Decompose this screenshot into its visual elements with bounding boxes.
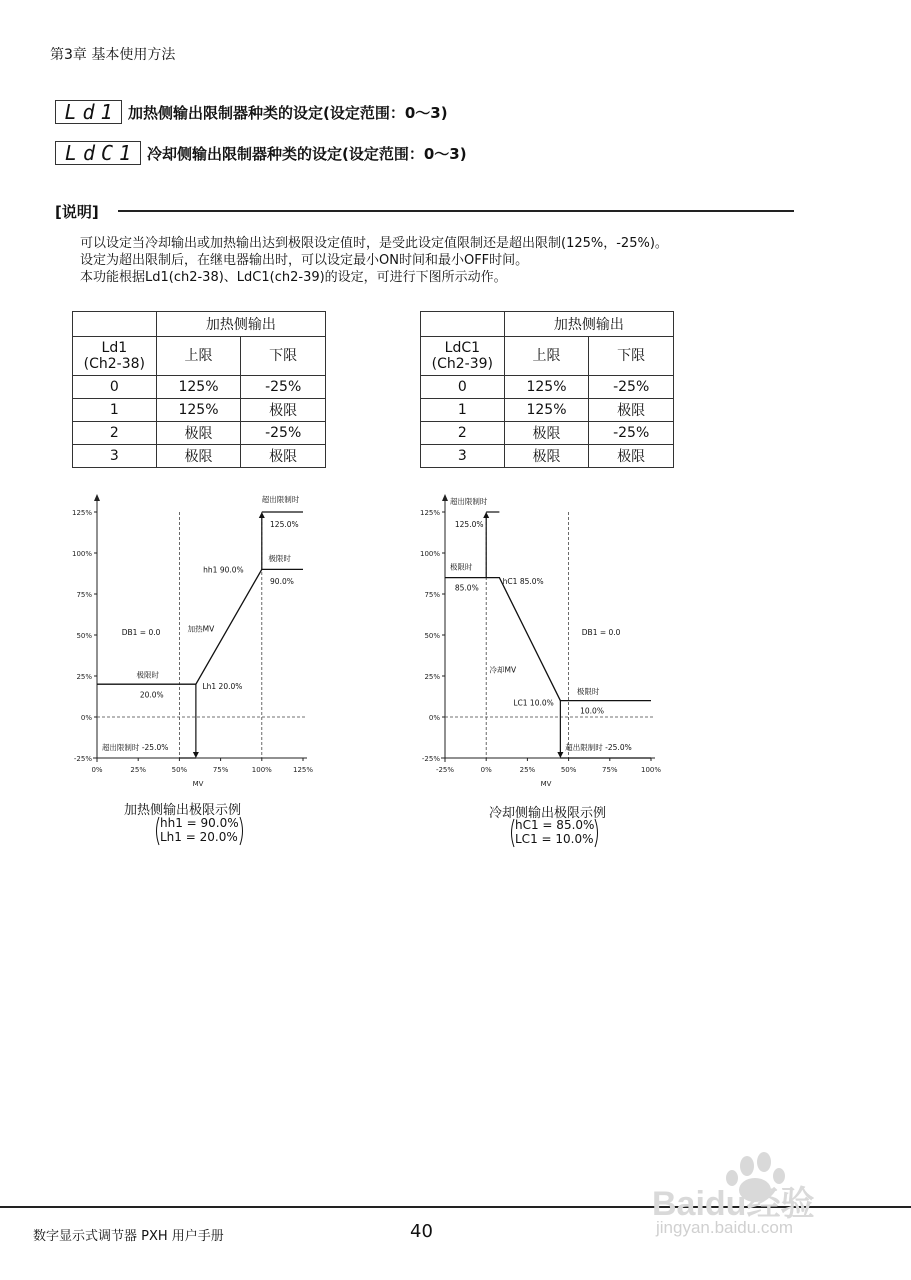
table-row	[73, 399, 326, 422]
table-param-name: LdC1	[444, 340, 481, 356]
x-tick-label: 50%	[560, 766, 577, 774]
table-row	[421, 399, 674, 422]
table-heating-limit	[72, 311, 326, 468]
deadband-label: DB1 = 0.0	[581, 628, 621, 637]
table-row	[73, 445, 326, 468]
mv-series-label: 加热MV	[187, 624, 215, 634]
x-tick-label: 0%	[480, 766, 492, 774]
formula-hc1: hC1 = 85.0%	[515, 818, 595, 832]
section-title: [说明]	[55, 203, 99, 221]
table-param-code: (Ch2-38)	[83, 356, 145, 372]
chart-heating-formula	[160, 816, 239, 844]
cell: 1	[73, 399, 157, 422]
y-tick-label: 0%	[80, 714, 92, 722]
cell: 0	[421, 376, 505, 399]
cell: 极限	[156, 445, 241, 468]
y-tick-label: 100%	[419, 550, 440, 558]
upper-point-label: hC1 85.0%	[502, 577, 544, 587]
chart-heating-limit	[60, 488, 330, 798]
close-paren-icon	[238, 816, 246, 846]
y-tick-label: 100%	[71, 550, 92, 558]
over-upper-value: 125.0%	[270, 519, 299, 529]
section-divider	[118, 210, 794, 212]
lcd-code-ldc1: LdC1	[55, 141, 141, 165]
table-row	[73, 422, 326, 445]
x-tick-label: 100%	[251, 766, 272, 774]
arrow-up-icon	[483, 512, 489, 518]
y-tick-label: 0%	[428, 714, 440, 722]
table-col-lower: 下限	[241, 337, 326, 376]
lower-limit-label: 极限时	[136, 670, 160, 680]
table-row	[421, 445, 674, 468]
table-blank-cell	[73, 312, 157, 337]
footer-manual-title: 数字显示式调节器 PXH 用户手册	[33, 1229, 224, 1244]
cell: 125%	[504, 376, 589, 399]
lower-point-label: Lh1 20.0%	[202, 682, 243, 692]
x-tick-label: 100%	[640, 766, 662, 774]
description-line-1: 可以设定当冷却输出或加热输出达到极限设定值时，是受此设定值限制还是超出限制(125%，-25%)。	[80, 236, 668, 251]
cell: 125%	[504, 399, 589, 422]
lcd-code-ld1: Ld1	[55, 100, 122, 124]
table-row	[421, 422, 674, 445]
cell: 极限	[241, 399, 326, 422]
arrow-up-icon	[259, 512, 265, 518]
watermark-url: jingyan.baidu.com	[656, 1218, 794, 1237]
table-param-name: Ld1	[101, 340, 128, 356]
chart-heating-caption: 加热侧输出极限示例	[123, 803, 241, 818]
arrow-down-icon	[557, 752, 563, 758]
lower-limit-value: 20.0%	[139, 690, 164, 700]
param-ldc1-title: 冷却侧输出限制器种类的设定(设定范围：0～3)	[147, 144, 467, 163]
upper-limit-value: 85.0%	[454, 583, 479, 593]
upper-limit-label: 极限时	[268, 554, 291, 564]
over-upper-label: 超出限制时	[449, 496, 488, 506]
x-tick-label: 0%	[91, 766, 103, 774]
cell: 2	[73, 422, 157, 445]
x-tick-label: 25%	[130, 766, 146, 774]
x-axis-label: MV	[192, 780, 204, 788]
x-tick-label: 25%	[519, 766, 536, 774]
param-ld1-row	[55, 98, 448, 126]
cell: 极限	[589, 399, 674, 422]
cell: 125%	[156, 376, 241, 399]
upper-limit-label: 极限时	[449, 562, 473, 572]
table-row	[73, 376, 326, 399]
y-axis-arrow-icon	[94, 494, 100, 501]
y-tick-label: -25%	[421, 755, 440, 763]
param-ldc1-row	[55, 139, 467, 167]
y-tick-label: 125%	[419, 509, 440, 517]
description-line-2: 设定为超出限制后，在继电器输出时，可以设定最小ON时间和最小OFF时间。	[80, 253, 529, 268]
description-line-3: 本功能根据Ld1(ch2-38)、LdC1(ch2-39)的设定，可进行下图所示动作。	[80, 270, 507, 285]
table-param-code: (Ch2-39)	[431, 356, 493, 372]
arrow-down-icon	[193, 752, 199, 758]
baidu-watermark	[652, 1148, 902, 1248]
cell: 1	[421, 399, 505, 422]
table-row	[421, 376, 674, 399]
y-tick-label: 25%	[76, 673, 92, 681]
table-col-lower: 下限	[589, 337, 674, 376]
cell: 125%	[156, 399, 241, 422]
table-group-header: 加热侧输出	[156, 312, 325, 337]
y-tick-label: -25%	[73, 755, 92, 763]
y-tick-label: 75%	[424, 591, 440, 599]
table-param-header	[73, 337, 157, 376]
deadband-label: DB1 = 0.0	[121, 628, 161, 637]
x-tick-label: 75%	[602, 766, 618, 774]
close-paren-icon	[593, 818, 601, 848]
param-ld1-title: 加热侧输出限制器种类的设定(设定范围：0～3)	[128, 103, 448, 122]
cell: 3	[73, 445, 157, 468]
y-tick-label: 75%	[76, 591, 92, 599]
x-tick-label: 50%	[171, 766, 188, 774]
over-upper-label: 超出限制时	[261, 495, 300, 505]
table-param-header	[421, 337, 505, 376]
y-tick-label: 25%	[424, 673, 440, 681]
cell: -25%	[241, 422, 326, 445]
over-lower-label: 超出限制时 -25.0%	[101, 742, 169, 752]
y-axis-arrow-icon	[442, 494, 448, 501]
formula-hh1: hh1 = 90.0%	[160, 816, 239, 830]
page-number: 40	[410, 1221, 433, 1242]
cell: 2	[421, 422, 505, 445]
x-tick-label: 125%	[292, 766, 314, 774]
cell: 极限	[504, 445, 589, 468]
open-paren-icon	[508, 818, 516, 848]
lower-point-label: LC1 10.0%	[513, 698, 554, 708]
cell: 0	[73, 376, 157, 399]
over-lower-label: 超出限制时 -25.0%	[565, 742, 632, 752]
watermark-brand: Baidu经验	[652, 1185, 815, 1223]
table-cooling-limit	[420, 311, 674, 468]
mv-series-label: 冷却MV	[489, 665, 517, 675]
x-axis-label: MV	[540, 780, 552, 788]
y-tick-label: 50%	[424, 632, 440, 640]
lower-limit-value: 10.0%	[580, 706, 604, 716]
cell: -25%	[589, 422, 674, 445]
formula-lc1: LC1 = 10.0%	[515, 832, 594, 846]
cell: 极限	[589, 445, 674, 468]
table-col-upper: 上限	[156, 337, 241, 376]
cell: -25%	[241, 376, 326, 399]
x-tick-label: -25%	[435, 766, 455, 774]
cell: 极限	[156, 422, 241, 445]
cell: 3	[421, 445, 505, 468]
cell: 极限	[504, 422, 589, 445]
lower-limit-label: 极限时	[576, 687, 600, 697]
chapter-header: 第3章 基本使用方法	[50, 47, 176, 63]
chart-cooling-formula	[515, 818, 594, 846]
chart-cooling-caption: 冷却侧输出极限示例	[488, 806, 606, 821]
cell: 极限	[241, 445, 326, 468]
open-paren-icon	[153, 816, 161, 846]
cell: -25%	[589, 376, 674, 399]
table-group-header: 加热侧输出	[504, 312, 673, 337]
x-tick-label: 75%	[212, 766, 229, 774]
over-upper-value: 125.0%	[454, 519, 484, 529]
table-blank-cell	[421, 312, 505, 337]
y-tick-label: 50%	[76, 632, 92, 640]
table-col-upper: 上限	[504, 337, 589, 376]
series-line	[445, 578, 651, 701]
upper-limit-value: 90.0%	[270, 577, 294, 587]
y-tick-label: 125%	[71, 509, 92, 517]
upper-point-label: hh1 90.0%	[203, 565, 244, 575]
formula-lh1: Lh1 = 20.0%	[160, 830, 238, 844]
chart-cooling-limit	[408, 488, 678, 798]
